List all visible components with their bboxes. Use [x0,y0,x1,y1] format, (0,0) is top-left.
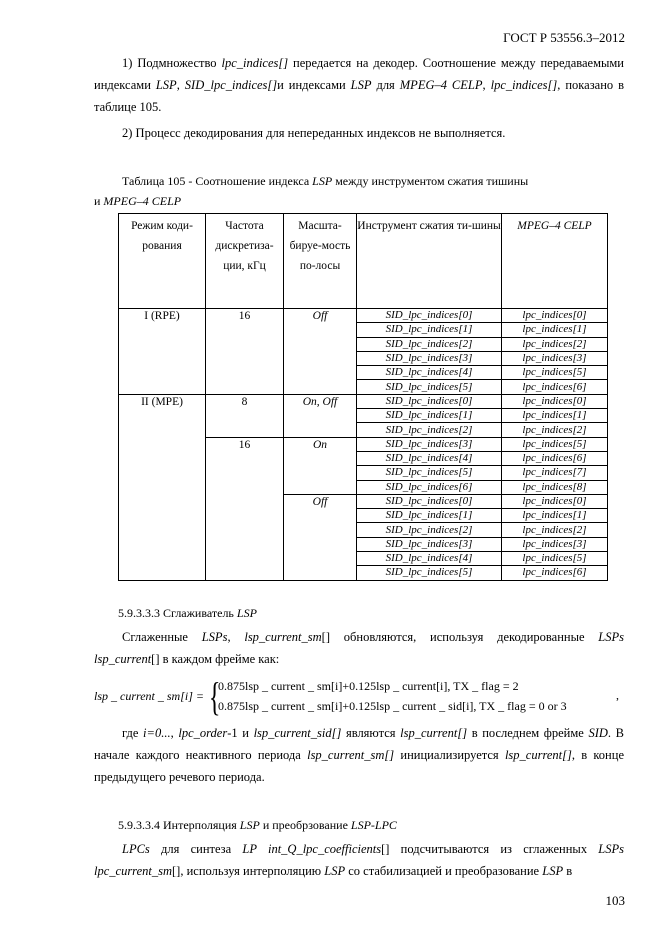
lpc-index-cell: lpc_indices[1] [502,323,608,337]
table-row [119,394,608,408]
lpc-index-cell: lpc_indices[8] [502,480,608,494]
sid-index-cell: SID_lpc_indices[3] [357,437,502,451]
section-heading-smoother: 5.9.3.3.3 Сглаживатель LSP [118,606,257,620]
lpc-index-cell: lpc_indices[2] [502,523,608,537]
section-heading-interpolation: 5.9.3.3.4 Интерполяция LSP и преобрзование LSP-LPC [118,818,397,832]
scalability-cell: On, Off [284,394,357,437]
page-number: 103 [605,893,625,908]
lpc-index-cell: lpc_indices[0] [502,394,608,408]
frequency-cell: 16 [206,309,284,395]
lpc-index-cell: lpc_indices[0] [502,309,608,323]
header-celp: MPEG–4 CELP [502,214,608,309]
sid-index-cell: SID_lpc_indices[5] [357,466,502,480]
sid-index-cell: SID_lpc_indices[2] [357,423,502,437]
document-header: ГОСТ Р 53556.3–2012 [503,30,625,45]
lpc-index-cell: lpc_indices[7] [502,466,608,480]
sid-index-cell: SID_lpc_indices[1] [357,509,502,523]
header-silence-tool: Инструмент сжатия ти-шины [357,214,502,309]
scalability-cell: Off [284,309,357,395]
brace-glyph: { [208,674,221,719]
mode-cell: II (MPE) [119,394,206,580]
sid-index-cell: SID_lpc_indices[4] [357,552,502,566]
formula-case-1: 0.875lsp _ current _ sm[i]+0.125lsp _ current[i], TX _ flag = 2 [218,679,519,693]
scalability-cell: On [284,437,357,494]
table-header-row [119,214,608,309]
sid-index-cell: SID_lpc_indices[1] [357,409,502,423]
smoothing-formula [94,675,634,719]
paragraph-5: LPCs для синтеза LP int_Q_lpc_coefficients[] подсчитываются из сглаженных LSPs lpc_current_sm[], используя интерполяцию LSP со стабилизацией и преобразование LSP в [94,842,624,878]
lpc-index-cell: lpc_indices[5] [502,437,608,451]
sid-index-cell: SID_lpc_indices[4] [357,451,502,465]
lpc-index-cell: lpc_indices[1] [502,409,608,423]
formula-case-2: 0.875lsp _ current _ sm[i]+0.125lsp _ current _ sid[i], TX _ flag = 0 or 3 [218,699,567,713]
sid-index-cell: SID_lpc_indices[1] [357,323,502,337]
lpc-index-cell: lpc_indices[0] [502,494,608,508]
paragraph-4: где i=0..., lpc_order-1 и lsp_current_sid[] являются lsp_current[] в последнем фрейме SID. В начале каждого неактивного периода lsp_current_sm[] инициализируется lsp_current[], в конце предыдущего речевого периода. [94,726,625,784]
lsp-index-table [118,213,608,581]
lpc-index-cell: lpc_indices[5] [502,366,608,380]
sid-index-cell: SID_lpc_indices[0] [357,494,502,508]
paragraph-1: 1) Подмножество lpc_indices[] передается на декодер. Соотношение между передаваемыми индексами LSP, SID_lpc_indices[]и индексами LSP для MPEG–4 CELP, lpc_indices[], показано в таблице 105. [94,56,625,114]
scalability-cell: Off [284,494,357,580]
lpc-index-cell: lpc_indices[1] [502,509,608,523]
table-row [119,309,608,323]
frequency-cell: 8 [206,394,284,437]
lpc-index-cell: lpc_indices[6] [502,380,608,394]
paragraph-2: 2) Процесс декодирования для непереданных индексов не выполняется. [122,126,506,140]
formula-comma: , [616,688,619,702]
header-scalability: Масшта-бируе-мость по-лосы [284,214,357,309]
sid-index-cell: SID_lpc_indices[2] [357,337,502,351]
sid-index-cell: SID_lpc_indices[0] [357,394,502,408]
sid-index-cell: SID_lpc_indices[6] [357,480,502,494]
sid-index-cell: SID_lpc_indices[2] [357,523,502,537]
sid-index-cell: SID_lpc_indices[3] [357,537,502,551]
lpc-index-cell: lpc_indices[5] [502,552,608,566]
sid-index-cell: SID_lpc_indices[0] [357,309,502,323]
paragraph-3: Сглаженные LSPs, lsp_current_sm[] обновляются, используя декодированные LSPs lsp_current[] в каждом фрейме как: [94,630,624,666]
header-frequency: Частота дискретиза-ции, кГц [206,214,284,309]
sid-index-cell: SID_lpc_indices[5] [357,380,502,394]
lpc-index-cell: lpc_indices[6] [502,451,608,465]
formula-lhs: lsp _ current _ sm[i] = [94,689,204,703]
table-caption-line2: и MPEG–4 CELP [94,194,182,208]
header-mode: Режим коди-рования [119,214,206,309]
sid-index-cell: SID_lpc_indices[3] [357,351,502,365]
sid-index-cell: SID_lpc_indices[4] [357,366,502,380]
lpc-index-cell: lpc_indices[2] [502,337,608,351]
sid-index-cell: SID_lpc_indices[5] [357,566,502,580]
mode-cell: I (RPE) [119,309,206,395]
lpc-index-cell: lpc_indices[3] [502,537,608,551]
table-caption-line1: Таблица 105 - Соотношение индекса LSP между инструментом сжатия тишины [122,174,529,188]
lpc-index-cell: lpc_indices[2] [502,423,608,437]
lpc-index-cell: lpc_indices[3] [502,351,608,365]
frequency-cell: 16 [206,437,284,580]
lpc-index-cell: lpc_indices[6] [502,566,608,580]
